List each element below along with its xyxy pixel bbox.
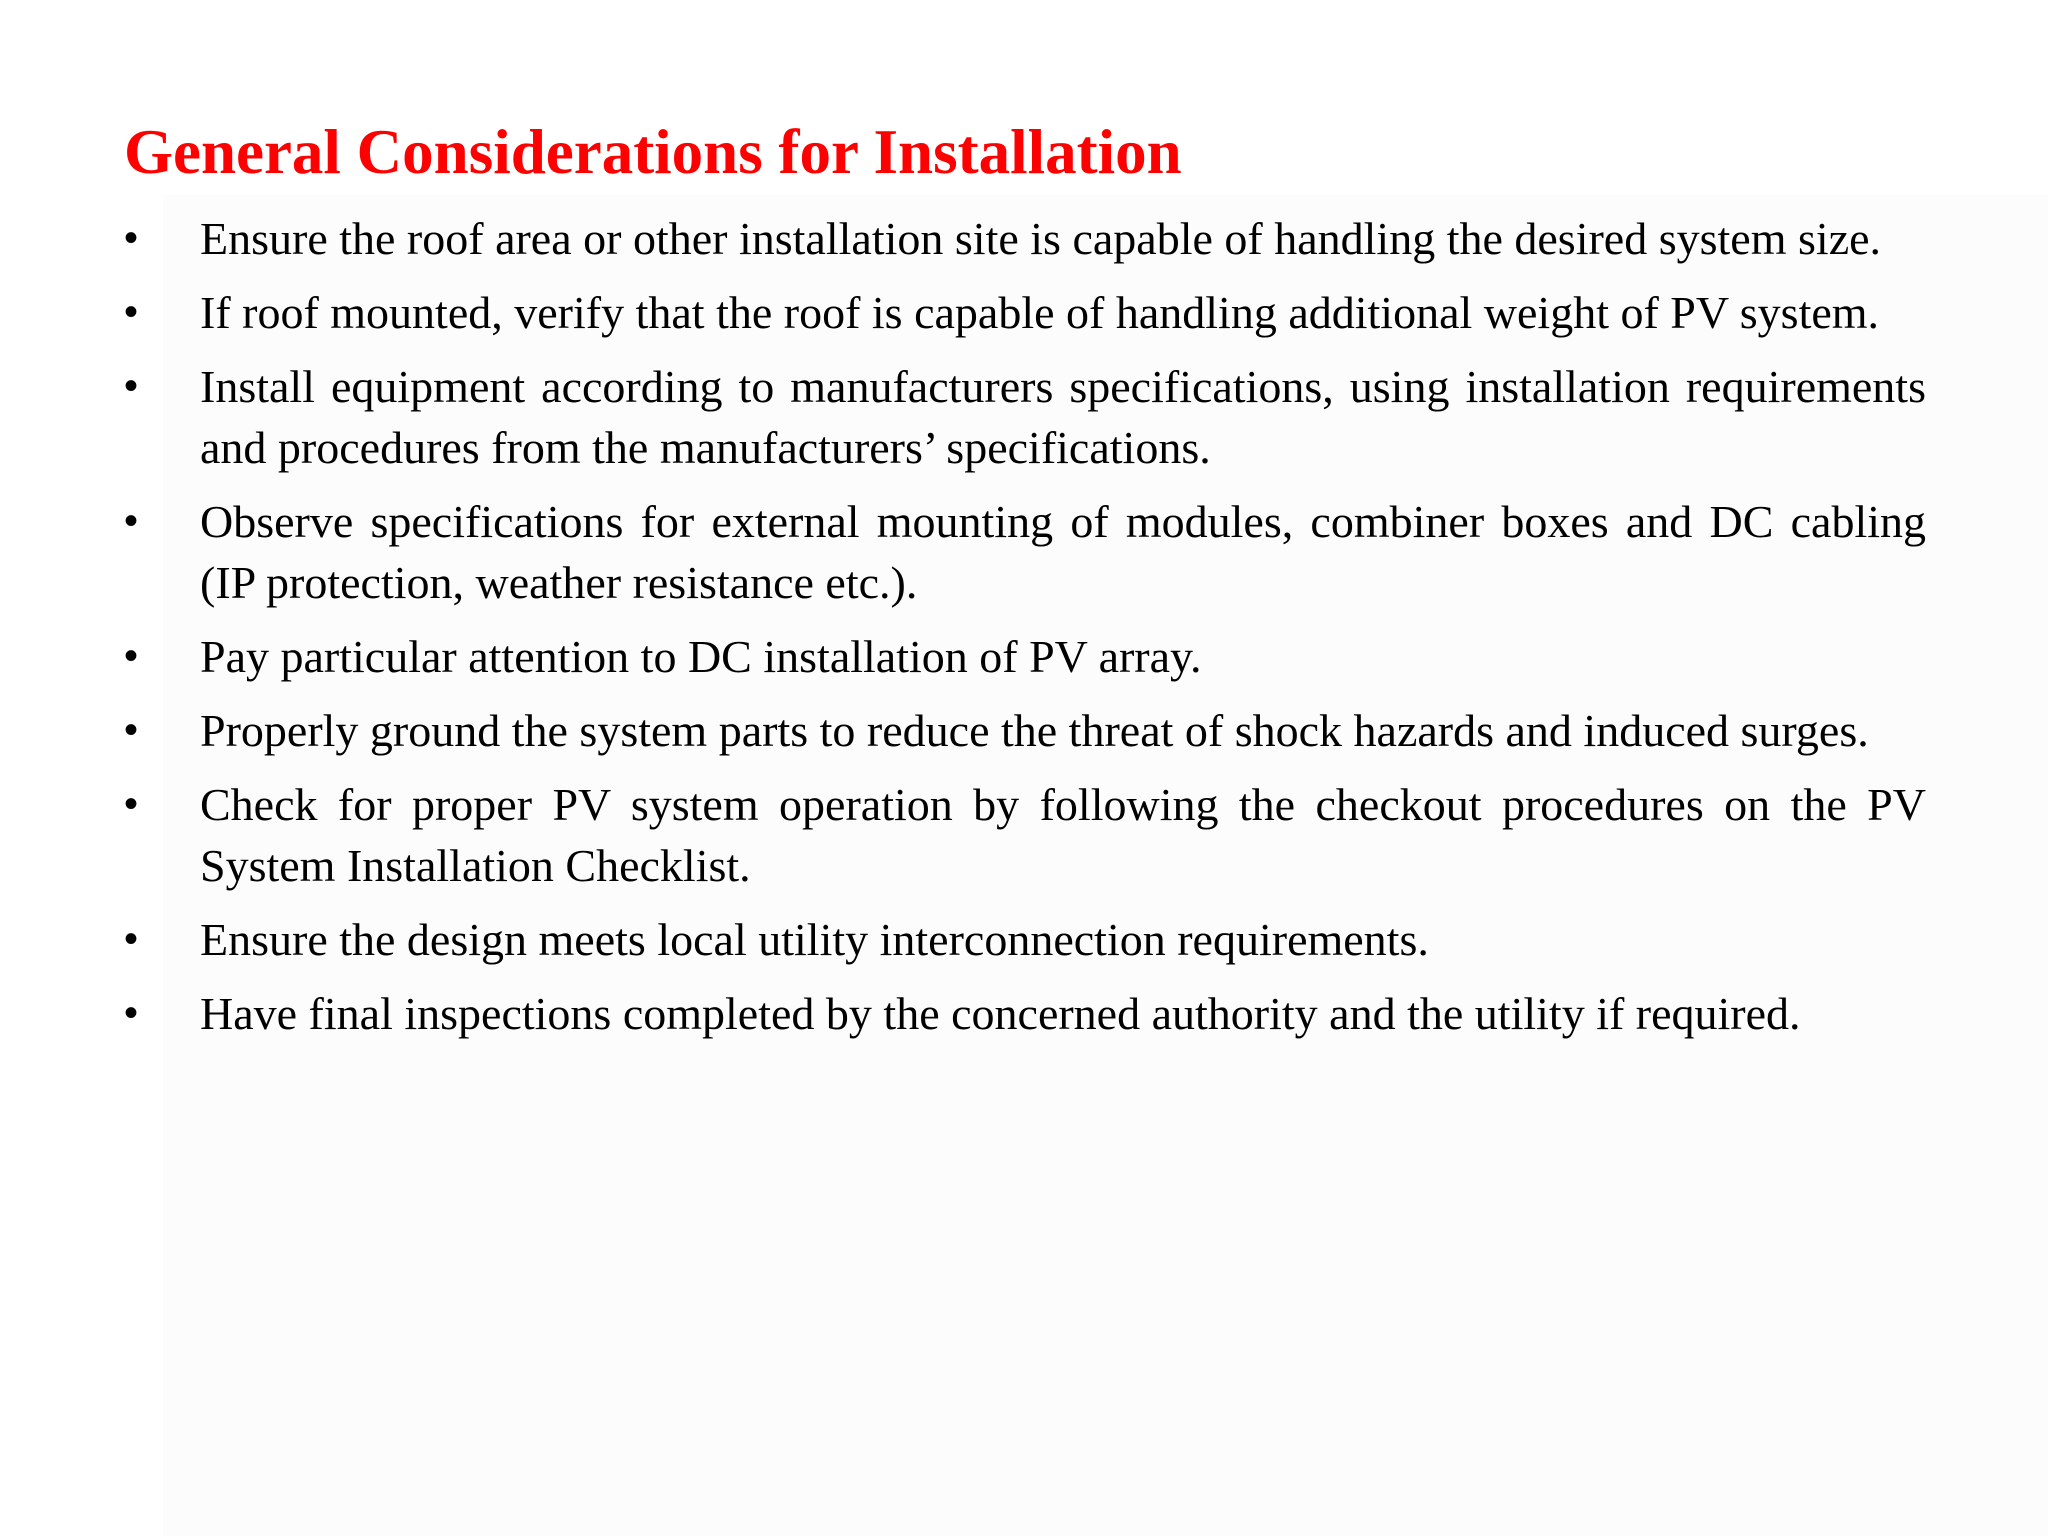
bullet-icon: • (124, 364, 139, 408)
list-item (124, 626, 1926, 687)
list-item (124, 491, 1926, 613)
bullet-icon: • (124, 782, 139, 826)
list-item (124, 774, 1926, 896)
bullet-text: If roof mounted, verify that the roof is capable of handling additional weight of PV system. (200, 287, 1880, 338)
bullet-icon: • (124, 216, 139, 260)
list-item (124, 208, 1926, 269)
bullet-icon: • (124, 290, 139, 334)
list-item (124, 282, 1926, 343)
bullet-icon: • (124, 634, 139, 678)
list-item (124, 909, 1926, 970)
bullet-icon: • (124, 708, 139, 752)
bullet-text: Install equipment according to manufacturers specifications, using installation requirements and procedures from the manufacturers’ specifications. (200, 361, 1926, 473)
bullet-text: Check for proper PV system operation by following the checkout procedures on the PV System Installation Checklist. (200, 779, 1926, 891)
bullet-text: Pay particular attention to DC installation of PV array. (200, 631, 1202, 682)
bullet-text: Have final inspections completed by the concerned authority and the utility if required. (200, 988, 1801, 1039)
list-item (124, 356, 1926, 478)
bullet-text: Ensure the design meets local utility interconnection requirements. (200, 914, 1429, 965)
slide-title: General Considerations for Installation (124, 117, 1182, 187)
bullet-text: Properly ground the system parts to reduce the threat of shock hazards and induced surges. (200, 705, 1869, 756)
list-item (124, 700, 1926, 761)
bullet-icon: • (124, 499, 139, 543)
bullet-icon: • (124, 917, 139, 961)
bullet-icon: • (124, 991, 139, 1035)
bullet-text: Observe specifications for external mounting of modules, combiner boxes and DC cabling (IP protection, weather resistance etc.). (200, 496, 1926, 608)
list-item (124, 983, 1926, 1044)
bullet-text: Ensure the roof area or other installation site is capable of handling the desired system size. (200, 213, 1882, 264)
bullet-list (124, 208, 1926, 1057)
